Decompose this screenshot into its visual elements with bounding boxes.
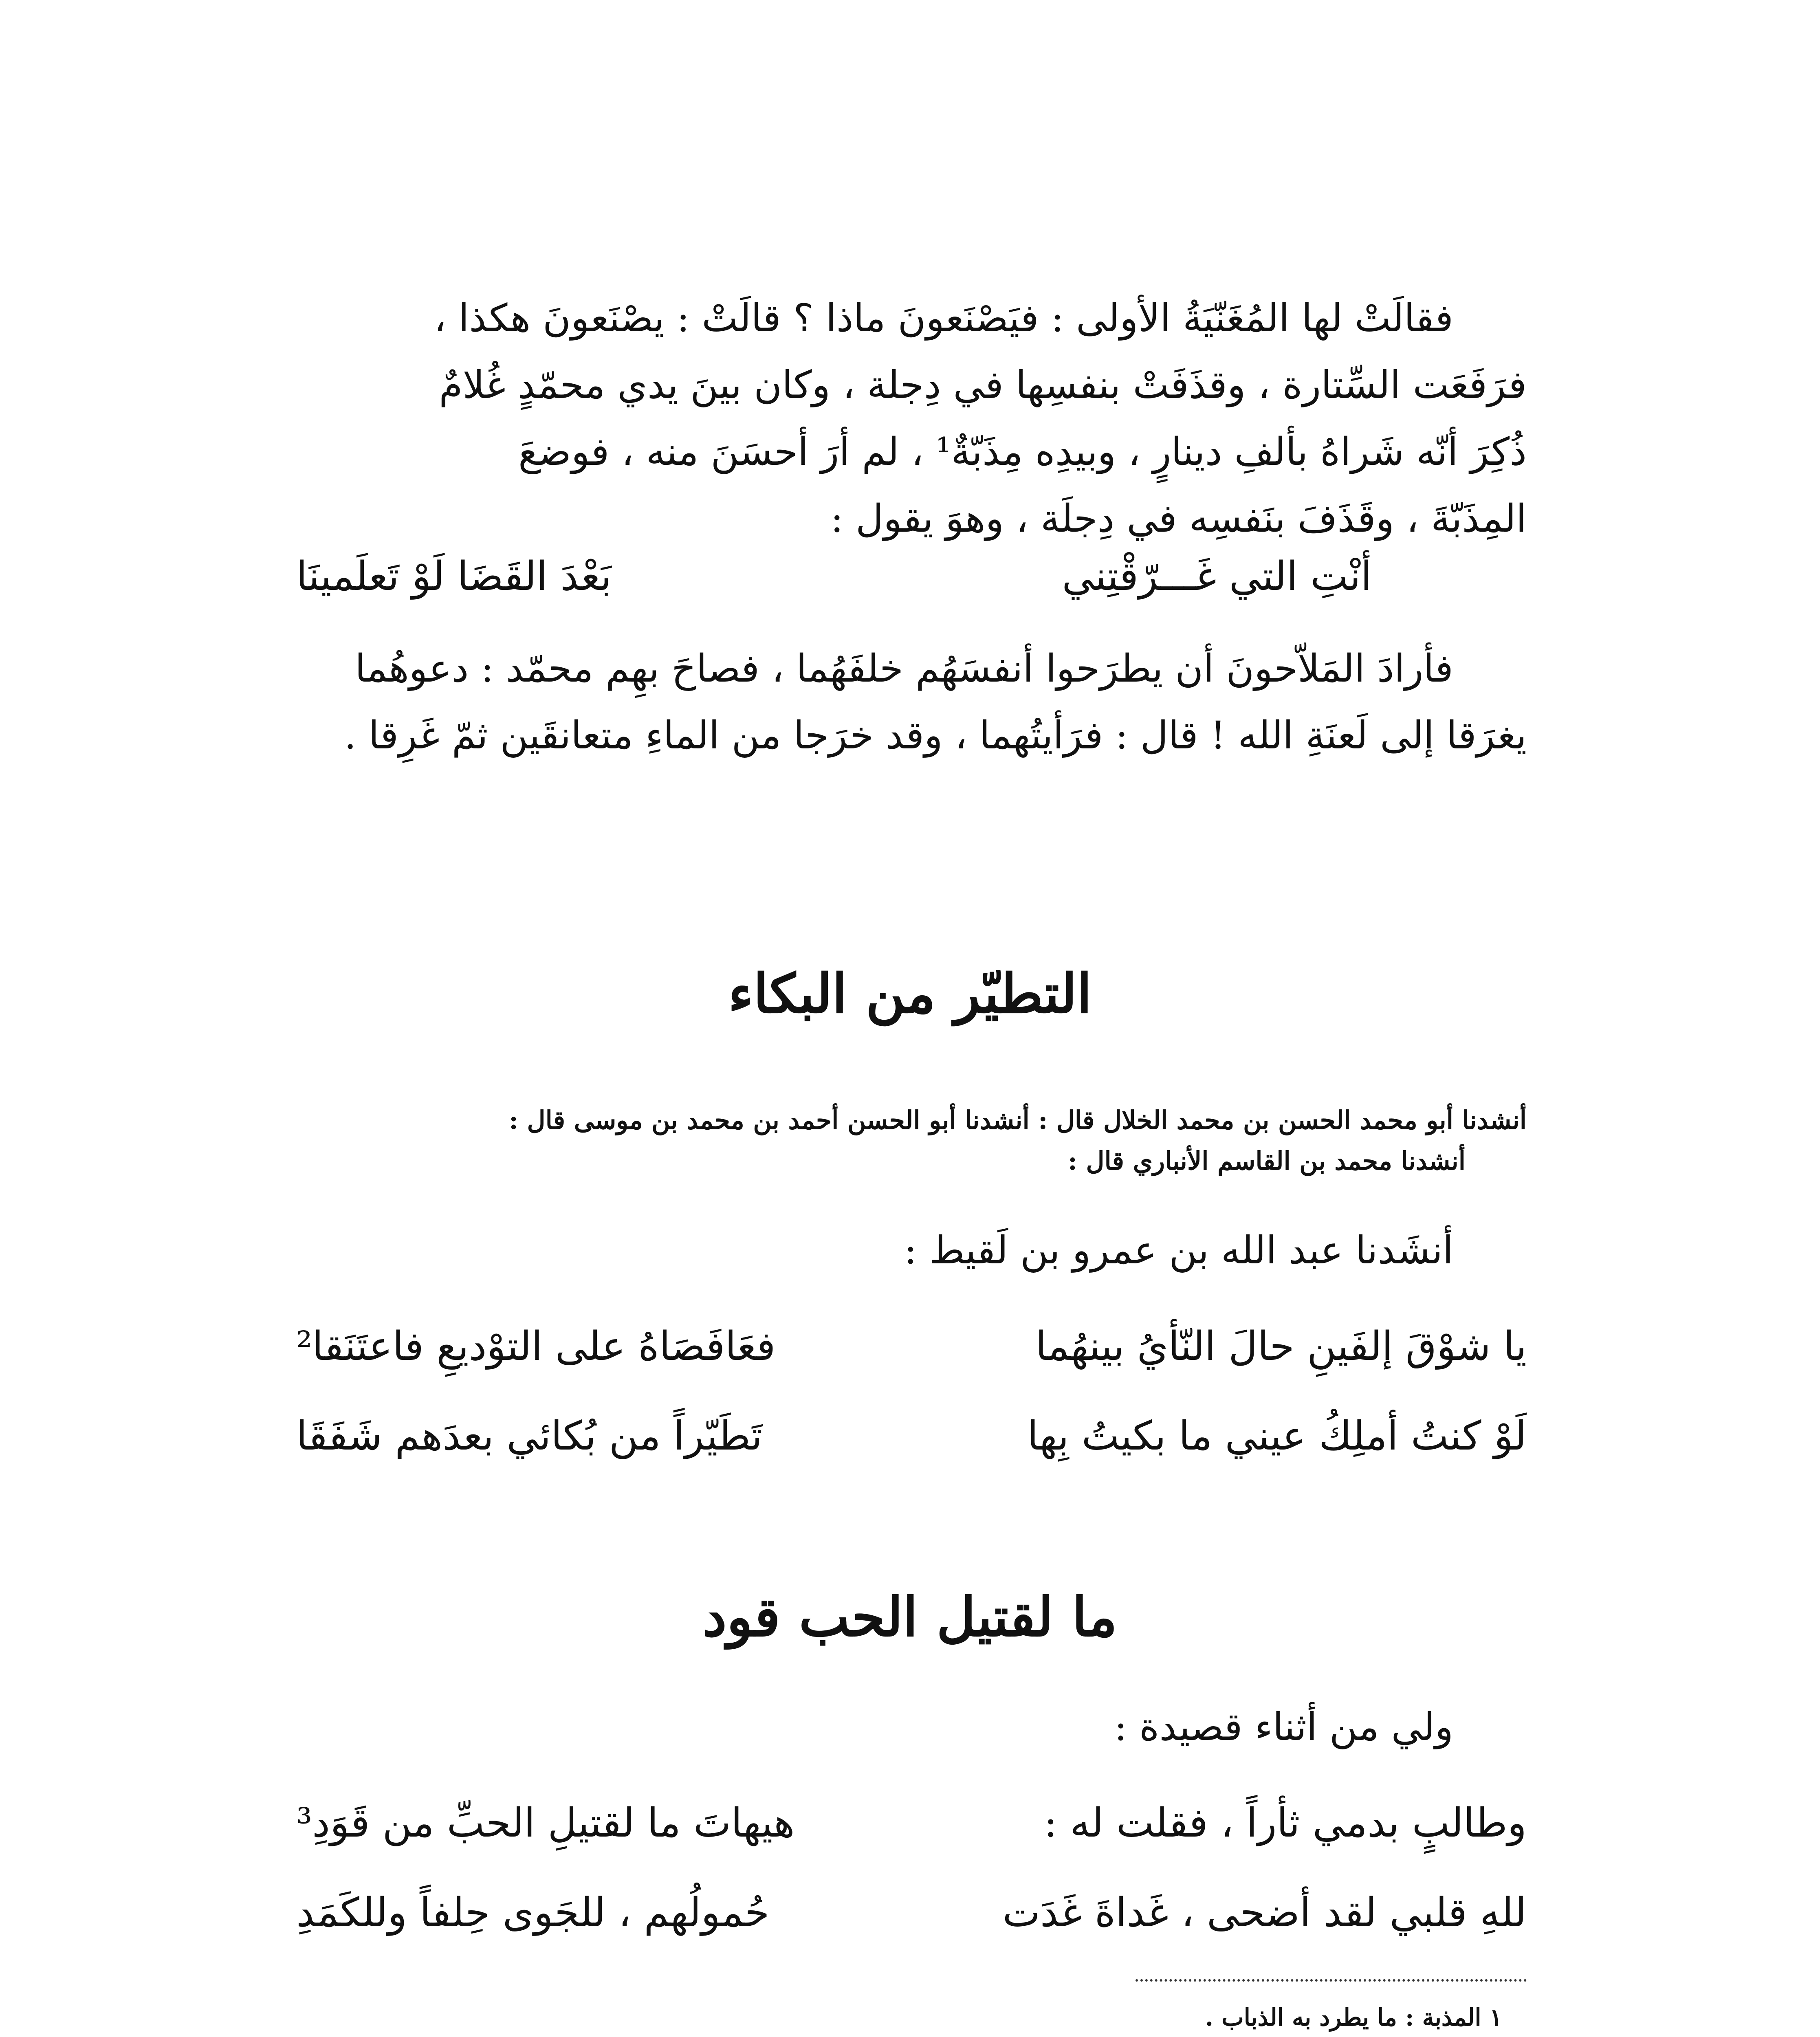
isnad-line-1: أنشدنا أبو محمد الحسن بن محمد الخلال قال : أنشدنا أبو الحسن أحمد بن محمد بن موسى قال : [509, 1105, 1527, 1135]
section1-verse-2 [296, 1401, 1527, 1471]
story-line-1: فقالَتْ لها المُغَنّيَةُ الأولى : فيَصْنَعونَ ماذا ؟ قالَتْ : يصْنَعونَ هكذا ، [434, 296, 1453, 341]
section1-verse-1 [296, 1312, 1527, 1381]
footnote-separator [1136, 1979, 1527, 1982]
verse-first-hemistich: لَوْ كنتُ أملِكُ عيني ما بكيتُ بِها [1027, 1413, 1527, 1459]
story-line-3: ذُكِرَ أنّه شَراهُ بألفِ دينارٍ ، وبيدِه مِذَبّةٌ¹ ، لم أرَ أحسَنَ منه ، فوضعَ [518, 430, 1527, 474]
section-heading-superstition: التطيّر من البكاء [728, 962, 1092, 1025]
story-after-line-2: يغرَقا إلى لَعنَةِ الله ! قال : فرَأيتُهما ، وقد خرَجا من الماءِ متعانقَين ثمّ غَرِقا . [344, 713, 1527, 758]
story-verse-second-hemistich: بَعْدَ القَضَا لَوْ تَعلَمينَا [296, 553, 612, 600]
verse-second-hemistich: تَطَيّراً من بُكائي بعدَهم شَفَقَا [296, 1413, 763, 1459]
verse-first-hemistich: وطالبٍ بدمي ثأراً ، فقلت له : [1044, 1800, 1527, 1846]
section2-verse-1 [296, 1788, 1527, 1858]
story-line-2: فرَفَعَت السِّتارة ، وقذَفَتْ بنفسِها في دِجلة ، وكان بينَ يدي محمّدٍ غُلامٌ [439, 363, 1527, 407]
verse-first-hemistich: للهِ قلبي لقد أضحى ، غَداةَ غَدَت [1002, 1890, 1527, 1936]
story-verse-first-hemistich: أنْتِ التي غَـــرّقْتِني [1062, 553, 1372, 600]
footnotes [1110, 1996, 1502, 2037]
story-verse [296, 542, 1372, 611]
isnad-line-2: أنشدنا محمد بن القاسم الأنباري قال : [1067, 1146, 1466, 1176]
story-line-4: المِذَبّةَ ، وقَذَفَ بنَفسِه في دِجلَة ، وهوَ يقول : [830, 497, 1527, 541]
section1-intro: أنشَدنا عبد الله بن عمرو بن لَقيط : [904, 1228, 1453, 1273]
story-after-line-1: فأرادَ المَلاّحونَ أن يطرَحوا أنفسَهُم خلفَهُما ، فصاحَ بهِم محمّد : دعوهُما [355, 647, 1453, 691]
footnote-1: ١ المذبة : ما يطرد به الذباب . [1205, 2004, 1502, 2031]
section-heading-no-retaliation: ما لقتيل الحب قود [702, 1586, 1118, 1649]
section2-verse-2 [296, 1878, 1527, 1947]
story-conclusion [296, 636, 1527, 769]
section2-intro: ولي من أثناء قصيدة : [1114, 1705, 1453, 1749]
verse-second-hemistich: هيهاتَ ما لقتيلِ الحبِّ من قَوَدِ³ [296, 1800, 795, 1846]
verse-second-hemistich: فعَافَصَاهُ على التوْديعِ فاعتَنَقا² [296, 1323, 776, 1370]
verse-first-hemistich: يا شوْقَ إلفَينِ حالَ النّأيُ بينهُما [1035, 1323, 1527, 1370]
chain-of-narration [296, 1100, 1527, 1181]
verse-second-hemistich: حُمولُهم ، للجَوى حِلفاً وللكَمَدِ [296, 1890, 770, 1936]
story-paragraph [296, 285, 1527, 552]
